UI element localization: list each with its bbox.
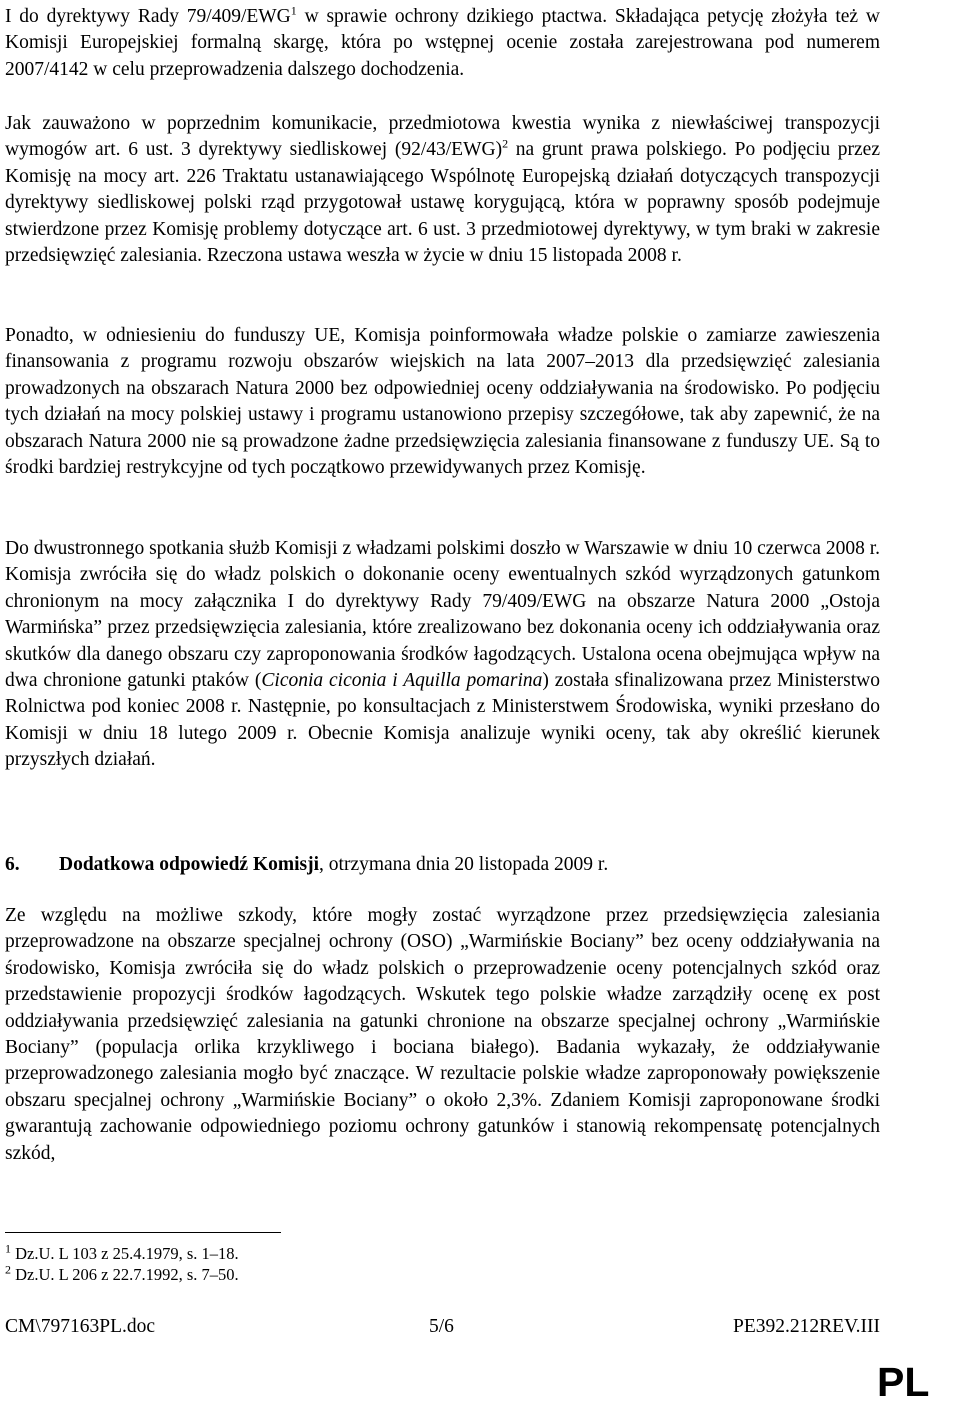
paragraph-3: Ponadto, w odniesieniu do funduszy UE, Komisja poinformowała władze polskie o zamiarze zawieszenia finansowania z programu rozwoju obszarów wiejskich na lata 2007–2013 dla przedsięwzięć zalesiania prowadzonych na obszarach Natura 2000 bez odpowiedniej oceny oddziaływania na środowisko. Po podjęciu tych działań na mocy polskiej ustawy i programu ustanowiono przepisy szczegółowe, tak aby zapewnić, że na obszarach Natura 2000 nie są prowadzone żadne przedsięwzięcia zalesiania finansowane z funduszy UE. Są to środki bardziej restrykcyjne od tych początkowo przewidywanych przez Komisję. bbox=[5, 325, 880, 479]
footer-reference: PE392.212REV.III bbox=[733, 1316, 880, 1337]
footer-document-id: CM\797163PL.doc bbox=[5, 1316, 156, 1337]
footnote-1: $^1$ Dz.U. L 103 z 25.4.1979, s. 1–18. bbox=[5, 1241, 239, 1263]
page-footer bbox=[5, 1316, 880, 1340]
language-tag: PL bbox=[877, 1359, 930, 1405]
section-number: 6. bbox=[5, 854, 20, 875]
footnote-2: $^2$ Dz.U. L 206 z 22.7.1992, s. 7–50. bbox=[5, 1262, 239, 1284]
footnote-separator bbox=[5, 1232, 281, 1233]
paragraph-1: I do dyrektywy Rady 79/409/EWG$^1$ w sprawie ochrony dzikiego ptactwa. Składająca petycję złożyła też w Komisji Europejskiej formalną skargę, która po wstępnej ocenie została zarejestrowana pod numerem 2007/4142 w celu przeprowadzenia dalszego dochodzenia. bbox=[5, 3, 880, 80]
section-title-rest: , otrzymana dnia 20 listopada 2009 r. bbox=[319, 854, 609, 875]
footnote-ref-2: 2 bbox=[502, 136, 509, 151]
paragraph-6: Ze względu na możliwe szkody, które mogły zostać wyrządzone przez przedsięwzięcia zalesiania przeprowadzone na obszarze specjalnej ochrony (OSO) „Warmińskie Bociany” bez oceny oddziaływania na środowisko, Komisja zwróciła się do władz polskich o przeprowadzenie oceny potencjalnych szkód oraz przedstawienie propozycji środków łagodzących. Wskutek tego polskie władze zarządziły ocenę ex post oddziaływania przedsięwzięć zalesiania na gatunki chronione na obszarze specjalnej ochrony „Warmińskie Bociany” (populacja orlika krzykliwego i bociana białego). Badania wykazały, że oddziaływanie przeprowadzonego zalesiania mogło być znaczące. W rezultacie polskie władze zaproponowały powiększenie obszaru specjalnej ochrony „Warmińskie Bociany” o około 2,3%. Zdaniem Komisji zaproponowane środki gwarantują zachowanie odpowiedniego poziomu ochrony gatunków i stanowią rekompensatę potencjalnych szkód, bbox=[5, 905, 880, 1164]
footnote-ref-1: 1 bbox=[290, 3, 297, 18]
footnotes bbox=[5, 1241, 239, 1285]
section-title: Dodatkowa odpowiedź Komisji bbox=[59, 854, 320, 875]
footer-page-number: 5/6 bbox=[429, 1316, 454, 1337]
section-6-heading bbox=[5, 852, 880, 878]
paragraph-2: Jak zauważono w poprzednim komunikacie, przedmiotowa kwestia wynika z niewłaściwej transpozycji wymogów art. 6 ust. 3 dyrektywy siedliskowej $(92/43/EWG)^2$ na grunt prawa polskiego. Po podjęciu przez Komisję na mocy art. 226 Traktatu ustanawiającego Wspólnotę Europejską działań dotyczących transpozycji dyrektywy siedliskowej polski rząd przygotował ustawę korygującą, która w poprawny sposób podejmuje stwierdzone przez Komisję problemy dotyczące art. 6 ust. 3 przedmiotowej dyrektywy, w tym braki w zakresie przedsięwzięć zalesiania. Rzeczona ustawa weszła w życie w dniu 15 listopada 2008 r. bbox=[5, 113, 880, 267]
paragraph-4: Do dwustronnego spotkania służb Komisji z władzami polskimi doszło w Warszawie w dniu 10 czerwca 2008 r. Komisja zwróciła się do władz polskich o dokonanie oceny ewentualnych szkód wyrządzonych gatunkom chronionym na mocy załącznika I do dyrektywy Rady 79/409/EWG na obszarze Natura 2000 „Ostoja Warmińska” przez przedsięwzięcia zalesiania, które zrealizowano bez dokonania oceny ich oddziaływania oraz skutków dla danego obszaru czy zaproponowania środków łagodzących. Ustalona ocena obejmująca wpływ na dwa chronione gatunki ptaków (Ciconia ciconia i Aquilla pomarina) została sfinalizowana przez Ministerstwo Rolnictwa pod koniec 2008 r. Następnie, po konsultacjach z Ministerstwem Środowiska, wyniki przesłano do Komisji w dniu 18 lutego 2009 r. Obecnie Komisja analizuje wyniki oceny, tak aby określić kierunek przyszłych działań. bbox=[5, 538, 880, 771]
species-names: Ciconia ciconia i Aquilla pomarina bbox=[261, 670, 543, 692]
